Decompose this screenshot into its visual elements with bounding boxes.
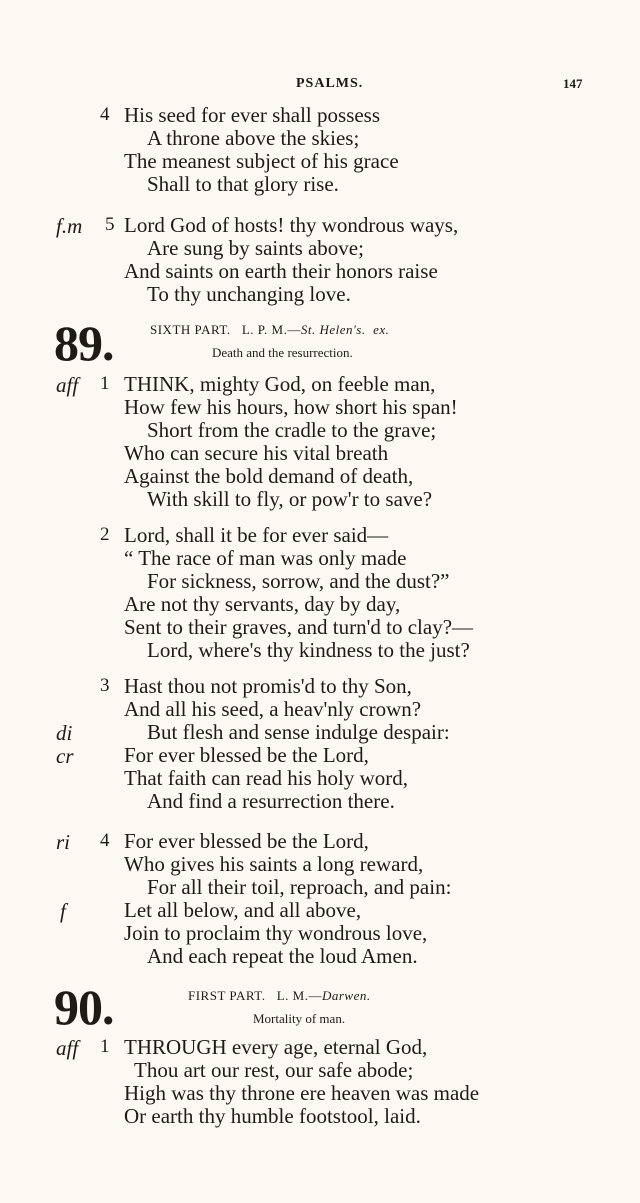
running-header-title: PSALMS. <box>296 76 364 91</box>
verse-line: But flesh and sense indulge despair: <box>147 720 450 744</box>
dynamics-mark: aff <box>56 1036 79 1060</box>
hymn-meter: L. M.— <box>276 988 322 1003</box>
hymn-tune-suffix: ex. <box>373 322 390 337</box>
verse-line: Are sung by saints above; <box>147 236 364 260</box>
verse-line: That faith can read his holy word, <box>124 766 408 790</box>
verse-line: Are not thy servants, day by day, <box>124 592 401 616</box>
hymn-part: SIXTH PART. <box>150 322 231 337</box>
verse-line: Against the bold demand of death, <box>124 464 414 488</box>
verse-number: 5 <box>105 214 115 235</box>
verse-line: Lord, shall it be for ever said— <box>124 523 389 547</box>
dynamics-mark: aff <box>56 373 79 397</box>
verse-line: And all his seed, a heav'nly crown? <box>124 697 422 721</box>
verse-line: Shall to that glory rise. <box>147 172 339 196</box>
verse-line: THINK, mighty God, on feeble man, <box>124 372 436 396</box>
verse-number: 4 <box>100 104 110 125</box>
verse-line: THROUGH every age, eternal God, <box>124 1035 428 1059</box>
dynamics-mark: ri <box>56 830 71 854</box>
hymn-subtitle: Mortality of man. <box>253 1011 346 1026</box>
verse-number: 1 <box>100 373 110 394</box>
verse-line: Lord, where's thy kindness to the just? <box>147 638 470 662</box>
verse-line: The meanest subject of his grace <box>124 149 399 173</box>
verse-line: Sent to their graves, and turn'd to clay?— <box>124 615 474 639</box>
verse-line: To thy unchanging love. <box>147 282 351 306</box>
verse-line: How few his hours, how short his span! <box>124 395 458 419</box>
verse-line: Thou art our rest, our safe abode; <box>134 1058 414 1082</box>
hymn-part: FIRST PART. <box>188 988 266 1003</box>
verse-line: Join to proclaim thy wondrous love, <box>124 921 428 945</box>
verse-line: A throne above the skies; <box>147 126 360 150</box>
verse-number: 2 <box>100 524 110 545</box>
verse-line: For ever blessed be the Lord, <box>124 829 369 853</box>
verse-line: “ The race of man was only made <box>124 546 407 570</box>
verse-number: 4 <box>100 830 110 851</box>
dynamics-mark: f <box>60 899 66 923</box>
verse-line: And find a resurrection there. <box>147 789 395 813</box>
hymn-title <box>150 322 389 338</box>
hymn-number: 90. <box>54 979 114 1035</box>
hymn-subtitle: Death and the resurrection. <box>212 345 353 360</box>
verse-line: His seed for ever shall possess <box>124 103 381 127</box>
verse-line: Short from the cradle to the grave; <box>147 418 437 442</box>
verse-line: Who gives his saints a long reward, <box>124 852 424 876</box>
hymn-title <box>188 988 371 1004</box>
verse-line: For all their toil, reproach, and pain: <box>147 875 452 899</box>
hymn-number: 89. <box>54 315 114 371</box>
verse-line: Hast thou not promis'd to thy Son, <box>124 674 412 698</box>
verse-number: 3 <box>100 675 110 696</box>
verse-number: 1 <box>100 1036 110 1057</box>
hymn-tune: St. Helen's. <box>300 322 366 337</box>
dynamics-mark: f.m <box>56 214 83 238</box>
verse-line: High was thy throne ere heaven was made <box>124 1081 480 1105</box>
verse-line: For ever blessed be the Lord, <box>124 743 369 767</box>
verse-line: Let all below, and all above, <box>124 898 362 922</box>
hymn-tune: Darwen. <box>321 988 371 1003</box>
verse-line: With skill to fly, or pow'r to save? <box>147 487 433 511</box>
verse-line: For sickness, sorrow, and the dust?” <box>147 569 450 593</box>
verse-line: Lord God of hosts! thy wondrous ways, <box>124 213 459 237</box>
hymn-meter: L. P. M.— <box>241 322 301 337</box>
dynamics-mark: di <box>56 721 73 745</box>
page-number: 147 <box>563 76 583 91</box>
verse-line: And each repeat the loud Amen. <box>147 944 418 968</box>
verse-line: And saints on earth their honors raise <box>124 259 438 283</box>
dynamics-mark: cr <box>56 744 74 768</box>
verse-line: Who can secure his vital breath <box>124 441 389 465</box>
verse-line: Or earth thy humble footstool, laid. <box>124 1104 421 1128</box>
